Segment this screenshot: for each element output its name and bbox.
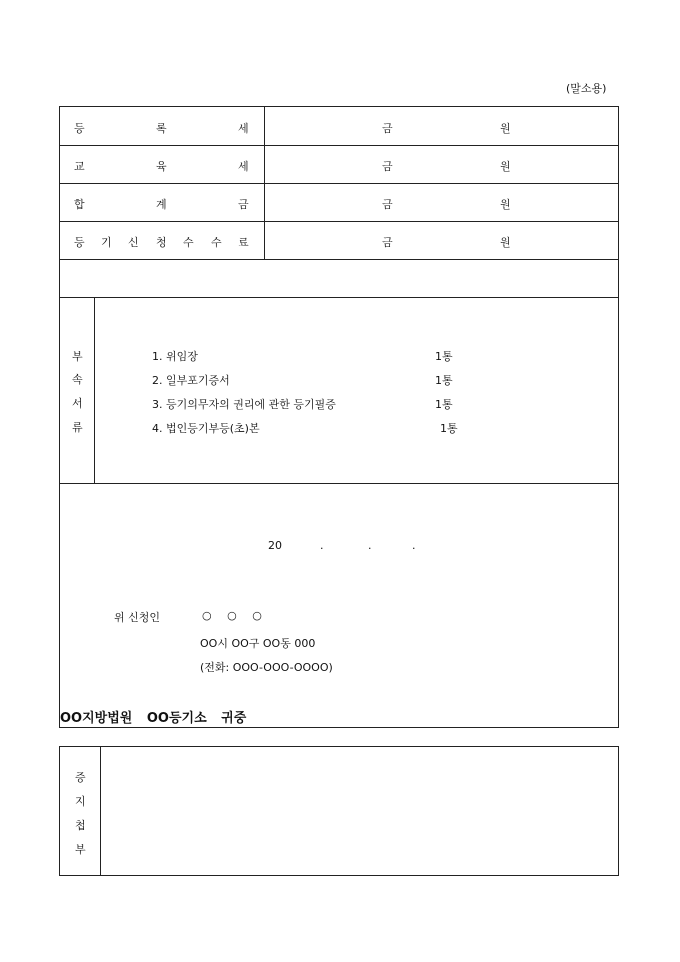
applicant-address: OO시 OO구 OO동 000 bbox=[200, 637, 316, 650]
fee-label: 등 록 세 bbox=[60, 107, 265, 145]
fee-label: 등 기 신 청 수 수 료 bbox=[60, 221, 265, 259]
blank-row bbox=[60, 259, 618, 298]
date-day-dot: . bbox=[368, 539, 372, 552]
amount-prefix: 금 bbox=[382, 236, 393, 249]
fee-row-filing-fee bbox=[60, 221, 618, 260]
amount-prefix: 금 bbox=[382, 122, 393, 135]
stamp-label: 증 지 첩 부 bbox=[60, 747, 101, 875]
attachment-item: 3. 등기의무자의 권리에 관한 등기필증 bbox=[152, 398, 336, 411]
applicant-label: 위 신청인 bbox=[114, 611, 161, 624]
fee-row-registration-tax bbox=[60, 107, 618, 146]
registration-form bbox=[59, 106, 619, 728]
date-end-dot: . bbox=[412, 539, 416, 552]
amount-unit: 원 bbox=[500, 160, 511, 173]
date-month-dot: . bbox=[320, 539, 324, 552]
date-year: 20 bbox=[268, 539, 282, 552]
fee-row-education-tax bbox=[60, 145, 618, 184]
fee-label: 합 계 금 bbox=[60, 183, 265, 221]
amount-prefix: 금 bbox=[382, 160, 393, 173]
attachment-count: 1통 bbox=[435, 398, 453, 411]
attachment-count: 1통 bbox=[435, 374, 453, 387]
section-divider bbox=[60, 483, 618, 484]
fee-row-total bbox=[60, 183, 618, 222]
fee-label: 교 육 세 bbox=[60, 145, 265, 183]
stamp-attachment-box bbox=[59, 746, 619, 876]
attachment-count: 1통 bbox=[435, 350, 453, 363]
attachment-count: 1통 bbox=[440, 422, 458, 435]
form-variant-note: (말소용) bbox=[566, 82, 607, 95]
court-addressee: OO지방법원 OO등기소 귀중 bbox=[60, 711, 247, 726]
amount-unit: 원 bbox=[500, 198, 511, 211]
applicant-phone: (전화: OOO-OOO-OOOO) bbox=[200, 661, 333, 674]
attachments-label: 부 속 서 류 bbox=[60, 297, 95, 483]
applicant-name: ○ ○ ○ bbox=[202, 609, 262, 622]
attachment-item: 4. 법인등기부등(초)본 bbox=[152, 422, 260, 435]
amount-unit: 원 bbox=[500, 122, 511, 135]
attachment-item: 2. 일부포기증서 bbox=[152, 374, 230, 387]
amount-unit: 원 bbox=[500, 236, 511, 249]
attachment-item: 1. 위임장 bbox=[152, 350, 198, 363]
amount-prefix: 금 bbox=[382, 198, 393, 211]
